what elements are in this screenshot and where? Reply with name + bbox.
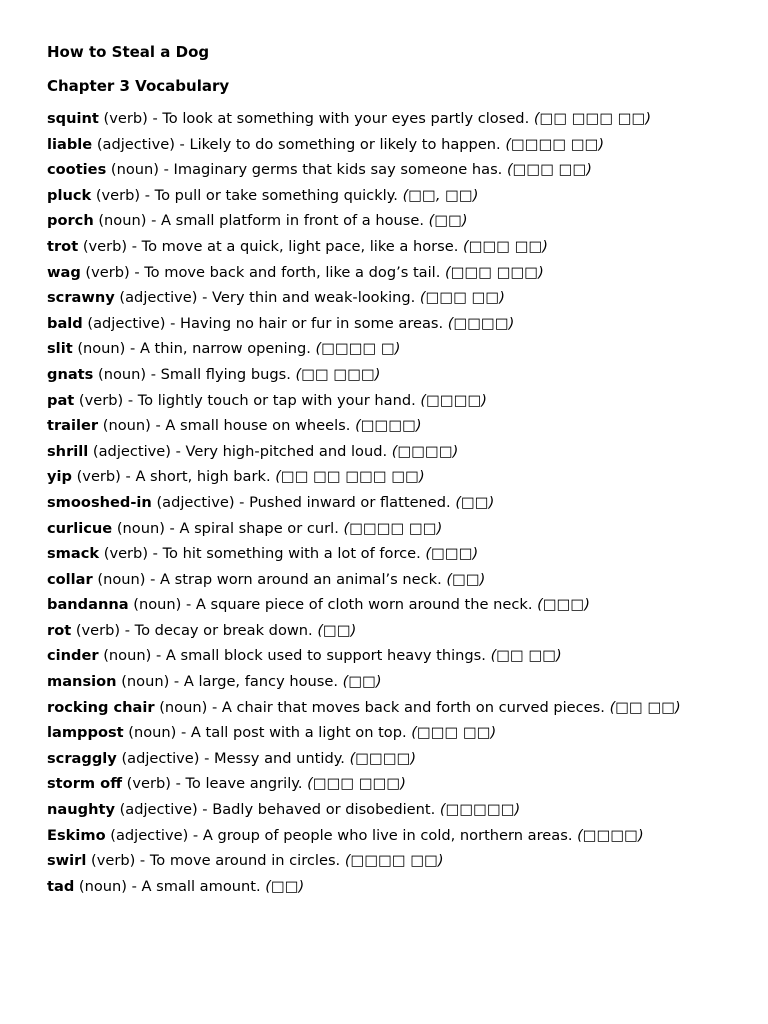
vocab-definition: To decay or break down. xyxy=(134,621,313,639)
vocab-translation: (□□ □□□ □□) xyxy=(533,110,652,127)
vocab-part-of-speech: (verb) xyxy=(76,468,121,486)
vocab-part-of-speech: (noun) xyxy=(110,161,159,179)
vocab-translation: (□□□ □□) xyxy=(419,289,505,307)
vocab-definition: A small amount. xyxy=(141,877,261,895)
vocab-translation: (□□) xyxy=(317,621,357,639)
vocab-translation: (□□) xyxy=(455,493,495,511)
vocab-translation: (□□□) xyxy=(425,545,479,563)
vocab-translation: (□□) xyxy=(342,673,382,691)
vocabulary-entry: cooties (noun) - Imaginary germs that kids say someone has. (□□□ □□) xyxy=(47,161,592,179)
vocab-part-of-speech: (noun) xyxy=(116,519,165,537)
vocabulary-entry: trailer (noun) - A small house on wheels. (□□□□) xyxy=(47,417,422,435)
vocabulary-entry: swirl (verb) - To move around in circles. (□□□□ □□) xyxy=(47,852,444,870)
vocab-definition: A strap worn around an animal’s neck. xyxy=(160,570,442,588)
vocab-part-of-speech: (adjective) xyxy=(96,135,175,153)
vocabulary-entry: lamppost (noun) - A tall post with a light on top. (□□□ □□) xyxy=(47,724,497,742)
vocab-translation: (□□□□) xyxy=(355,417,422,435)
vocabulary-entry: shrill (adjective) - Very high-pitched and loud. (□□□□) xyxy=(47,442,459,460)
vocabulary-entry: bald (adjective) - Having no hair or fur in some areas. (□□□□) xyxy=(47,314,515,332)
vocab-part-of-speech: (noun) xyxy=(103,647,152,665)
vocab-term: naughty xyxy=(47,801,115,819)
vocab-definition: To pull or take something quickly. xyxy=(154,186,398,204)
vocabulary-entry: bandanna (noun) - A square piece of cloth worn around the neck. (□□□) xyxy=(47,596,590,614)
vocab-definition: A tall post with a light on top. xyxy=(190,724,407,742)
vocab-translation: (□□□□) xyxy=(577,826,644,844)
vocab-term: rot xyxy=(47,621,72,639)
vocab-definition: Very high-pitched and loud. xyxy=(185,442,388,460)
vocab-part-of-speech: (verb) xyxy=(95,186,141,204)
vocab-translation: (□□) xyxy=(265,877,305,895)
vocab-part-of-speech: (noun) xyxy=(102,417,151,435)
vocab-term: lamppost xyxy=(47,724,124,742)
vocabulary-entry: trot (verb) - To move at a quick, light pace, like a horse. (□□□ □□) xyxy=(47,237,548,255)
vocab-term: mansion xyxy=(47,673,117,691)
vocab-term: pat xyxy=(47,391,75,409)
vocab-definition: To leave angrily. xyxy=(185,775,303,793)
vocab-part-of-speech: (verb) xyxy=(75,621,121,639)
vocab-part-of-speech: (noun) xyxy=(128,724,177,742)
vocabulary-entry: Eskimo (adjective) - A group of people who live in cold, northern areas. (□□□□) xyxy=(47,826,644,844)
vocab-term: smooshed-in xyxy=(47,493,152,511)
vocab-part-of-speech: (adjective) xyxy=(92,442,171,460)
vocab-part-of-speech: (noun) xyxy=(97,570,146,588)
vocab-part-of-speech: (verb) xyxy=(78,391,124,409)
vocab-translation: (□□□□) xyxy=(391,442,459,460)
vocab-translation: (□□ □□) xyxy=(609,698,681,716)
vocab-translation: (□□□□ □) xyxy=(315,340,401,358)
vocabulary-entry: cinder (noun) - A small block used to support heavy things. (□□ □□) xyxy=(47,647,562,665)
vocab-term: scraggly xyxy=(47,749,117,767)
vocab-translation: (□□□□ □□) xyxy=(343,519,443,537)
vocabulary-entry: collar (noun) - A strap worn around an animal’s neck. (□□) xyxy=(47,570,486,588)
vocab-definition: Small flying bugs. xyxy=(160,365,291,383)
vocabulary-entry: liable (adjective) - Likely to do something or likely to happen. (□□□□ □□) xyxy=(47,135,605,153)
vocabulary-entry: rot (verb) - To decay or break down. (□□) xyxy=(47,621,357,639)
vocab-part-of-speech: (adjective) xyxy=(121,749,200,767)
vocab-translation: (□□□□ □□) xyxy=(344,852,444,870)
vocab-part-of-speech: (verb) xyxy=(103,545,149,563)
vocab-definition: A thin, narrow opening. xyxy=(139,340,311,358)
vocab-definition: A short, high bark. xyxy=(135,468,271,486)
vocab-definition: A small house on wheels. xyxy=(165,417,351,435)
vocab-translation: (□□□ □□) xyxy=(463,237,548,255)
vocabulary-entry: scraggly (adjective) - Messy and untidy. (□□□□) xyxy=(47,749,417,767)
vocab-term: smack xyxy=(47,545,100,563)
vocab-term: yip xyxy=(47,468,72,486)
vocab-part-of-speech: (noun) xyxy=(121,673,170,691)
vocab-part-of-speech: (noun) xyxy=(78,877,127,895)
vocab-part-of-speech: (verb) xyxy=(85,263,130,281)
vocab-translation: (□□□) xyxy=(537,596,590,614)
vocab-definition: Having no hair or fur in some areas. xyxy=(179,314,444,332)
vocab-part-of-speech: (verb) xyxy=(82,237,128,255)
vocab-translation: (□□ □□ □□□ □□) xyxy=(275,468,425,486)
vocab-term: collar xyxy=(47,570,93,588)
vocab-term: trailer xyxy=(47,417,99,435)
vocab-definition: To move back and forth, like a dog’s tail. xyxy=(144,263,441,281)
vocab-definition: Likely to do something or likely to happen. xyxy=(189,135,501,153)
vocab-term: cinder xyxy=(47,647,99,665)
vocab-translation: (□□) xyxy=(428,212,468,230)
vocab-term: pluck xyxy=(47,186,92,204)
vocab-definition: A spiral shape or curl. xyxy=(179,519,339,537)
vocab-part-of-speech: (noun) xyxy=(98,365,147,383)
vocab-term: trot xyxy=(47,237,79,255)
vocab-definition: To look at something with your eyes partly closed. xyxy=(162,110,530,127)
vocab-term: bandanna xyxy=(47,596,129,614)
vocabulary-entry: gnats (noun) - Small flying bugs. (□□ □□□) xyxy=(47,365,381,383)
vocab-translation: (□□□□□) xyxy=(439,801,521,819)
vocabulary-entry: pluck (verb) - To pull or take something quickly. (□□, □□) xyxy=(47,186,479,204)
vocabulary-entry: slit (noun) - A thin, narrow opening. (□□□□ □) xyxy=(47,340,401,358)
vocab-part-of-speech: (noun) xyxy=(77,340,126,358)
vocab-definition: Pushed inward or flattened. xyxy=(249,493,451,511)
vocab-part-of-speech: (verb) xyxy=(91,852,136,870)
vocab-term: rocking chair xyxy=(47,698,155,716)
vocab-translation: (□□) xyxy=(446,570,486,588)
vocab-translation: (□□□ □□) xyxy=(411,724,497,742)
vocab-part-of-speech: (adjective) xyxy=(119,801,198,819)
vocab-definition: Messy and untidy. xyxy=(214,749,345,767)
vocabulary-entry: mansion (noun) - A large, fancy house. (□□) xyxy=(47,673,382,691)
vocab-term: scrawny xyxy=(47,289,115,307)
vocab-part-of-speech: (noun) xyxy=(98,212,147,230)
vocab-translation: (□□□ □□□) xyxy=(307,775,406,793)
vocab-term: gnats xyxy=(47,365,94,383)
vocab-term: tad xyxy=(47,877,75,895)
vocabulary-entry: porch (noun) - A small platform in front of a house. (□□) xyxy=(47,212,468,230)
vocab-part-of-speech: (noun) xyxy=(159,698,208,716)
vocab-term: wag xyxy=(47,263,81,281)
vocab-translation: (□□□□ □□) xyxy=(505,135,605,153)
vocab-part-of-speech: (verb) xyxy=(126,775,171,793)
vocab-term: slit xyxy=(47,340,73,358)
vocab-term: swirl xyxy=(47,852,87,870)
vocabulary-entry: rocking chair (noun) - A chair that moves back and forth on curved pieces. (□□ □□) xyxy=(47,698,681,716)
vocab-translation: (□□□□) xyxy=(447,314,515,332)
vocab-term: bald xyxy=(47,314,83,332)
vocab-definition: A chair that moves back and forth on curved pieces. xyxy=(221,698,605,716)
vocab-term: liable xyxy=(47,135,93,153)
vocab-definition: A square piece of cloth worn around the neck. xyxy=(195,596,533,614)
vocab-term: shrill xyxy=(47,442,89,460)
vocab-translation: (□□ □□) xyxy=(490,647,562,665)
vocab-term: cooties xyxy=(47,161,107,179)
vocab-definition: A group of people who live in cold, northern areas. xyxy=(202,826,573,844)
vocab-definition: A large, fancy house. xyxy=(183,673,338,691)
vocab-translation: (□□, □□) xyxy=(402,186,479,204)
document-title: How to Steal a Dog xyxy=(47,43,210,61)
vocabulary-entry: pat (verb) - To lightly touch or tap with your hand. (□□□□) xyxy=(47,391,487,409)
vocab-translation: (□□□ □□□) xyxy=(445,263,544,281)
vocab-term: curlicue xyxy=(47,519,113,537)
vocab-translation: (□□ □□□) xyxy=(295,365,381,383)
vocabulary-entry: curlicue (noun) - A spiral shape or curl. (□□□□ □□) xyxy=(47,519,443,537)
vocab-part-of-speech: (adjective) xyxy=(87,314,166,332)
vocabulary-entry: naughty (adjective) - Badly behaved or disobedient. (□□□□□) xyxy=(47,801,521,819)
vocab-definition: Badly behaved or disobedient. xyxy=(212,801,436,819)
vocab-definition: Imaginary germs that kids say someone has. xyxy=(173,161,503,179)
vocab-term: squint xyxy=(47,110,99,127)
vocab-translation: (□□□□) xyxy=(349,749,417,767)
vocabulary-entry: yip (verb) - A short, high bark. (□□ □□ □□□ □□) xyxy=(47,468,425,486)
vocab-definition: A small platform in front of a house. xyxy=(160,212,424,230)
vocab-part-of-speech: (verb) xyxy=(103,110,148,127)
vocab-definition: To lightly touch or tap with your hand. xyxy=(137,391,416,409)
document-subtitle: Chapter 3 Vocabulary xyxy=(47,77,230,95)
vocab-definition: To move at a quick, light pace, like a horse. xyxy=(141,237,459,255)
vocabulary-entry: tad (noun) - A small amount. (□□) xyxy=(47,877,305,895)
vocab-term: Eskimo xyxy=(47,826,106,844)
vocabulary-entry: wag (verb) - To move back and forth, like a dog’s tail. (□□□ □□□) xyxy=(47,263,544,281)
vocab-definition: To hit something with a lot of force. xyxy=(162,545,421,563)
vocab-translation: (□□□□) xyxy=(420,391,487,409)
vocabulary-entry: scrawny (adjective) - Very thin and weak-looking. (□□□ □□) xyxy=(47,289,505,307)
vocabulary-entry: squint (verb) - To look at something with your eyes partly closed. (□□ □□□ □□) xyxy=(47,110,652,127)
vocab-definition: A small block used to support heavy things. xyxy=(165,647,486,665)
document-page xyxy=(47,40,747,899)
vocab-part-of-speech: (adjective) xyxy=(156,493,235,511)
vocab-part-of-speech: (adjective) xyxy=(110,826,189,844)
vocab-term: porch xyxy=(47,212,94,230)
vocabulary-entry: smooshed-in (adjective) - Pushed inward or flattened. (□□) xyxy=(47,493,495,511)
vocabulary-entry: smack (verb) - To hit something with a lot of force. (□□□) xyxy=(47,545,479,563)
vocab-translation: (□□□ □□) xyxy=(506,161,592,179)
vocab-term: storm off xyxy=(47,775,123,793)
vocab-part-of-speech: (adjective) xyxy=(119,289,198,307)
vocab-part-of-speech: (noun) xyxy=(133,596,182,614)
vocab-definition: To move around in circles. xyxy=(149,852,341,870)
vocabulary-list xyxy=(47,106,747,899)
vocabulary-entry: storm off (verb) - To leave angrily. (□□□ □□□) xyxy=(47,775,406,793)
vocab-definition: Very thin and weak-looking. xyxy=(212,289,416,307)
